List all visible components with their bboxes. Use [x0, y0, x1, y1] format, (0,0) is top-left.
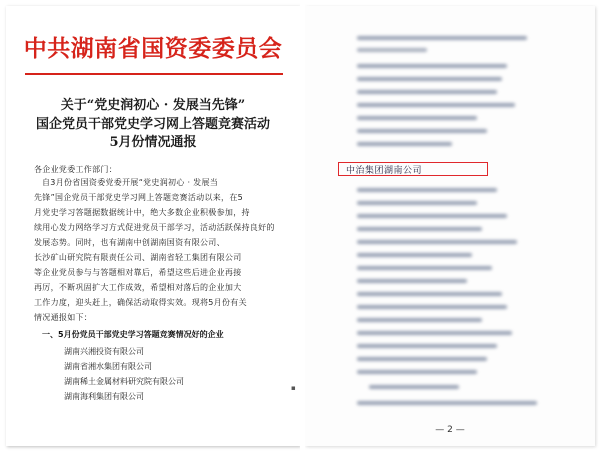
body-line: 等企业党员参与与答题相对靠后，希望这些后进企业再接 [34, 268, 242, 277]
blurred-row [357, 64, 507, 68]
blurred-row [357, 344, 497, 348]
blurred-row [357, 305, 507, 309]
blurred-row [357, 201, 477, 205]
blurred-row [357, 279, 467, 283]
blurred-row [357, 266, 492, 270]
body-line: 再厉，不断巩固扩大工作成效，希望相对落后的企业加大 [34, 283, 242, 292]
body-line: 先锋”国企党员干部党史学习网上答题竞赛活动以来，在5 [34, 193, 244, 202]
blurred-row [357, 103, 515, 107]
body-line: 工作力度，迎头赶上，确保活动取得实效。现将5月份有关 [34, 298, 247, 307]
body-line: 月党史学习答题据数据统计中，绝大多数企业积极参加，持 [34, 208, 250, 217]
blurred-row [357, 240, 517, 244]
company-list-item: 湖南稀土金属材料研究院有限公司 [64, 377, 184, 386]
blurred-row [357, 77, 502, 81]
blurred-row [357, 357, 487, 361]
blurred-company-list [305, 6, 595, 446]
body-line: 长沙矿山研究院有限责任公司、湖南省轻工集团有限公司 [34, 253, 242, 262]
blurred-row [357, 36, 527, 40]
body-line: 发展态势。同时，也有湖南中创湖南国资有限公司、 [34, 238, 225, 247]
blurred-row [357, 227, 482, 231]
blurred-row [357, 214, 507, 218]
blurred-row [357, 188, 497, 192]
document-page-right [305, 6, 595, 446]
page-gutter [300, 0, 305, 451]
masthead-title: 中共湖南省国资委委员会 [23, 35, 283, 62]
blurred-row [357, 401, 537, 405]
blurred-row [357, 90, 497, 94]
salutation: 各企业党委工作部门： [34, 165, 117, 174]
blurred-row [357, 253, 472, 257]
stray-mark: ▪ [291, 384, 296, 392]
document-page-left [6, 6, 300, 446]
notice-title-line-3: 5月份情况通报 [109, 135, 197, 150]
body-line: 情况通报如下： [34, 313, 93, 322]
blurred-row [357, 292, 502, 296]
body-line: 自3月份省国资委党委开展“党史润初心 · 发展当 [42, 178, 219, 187]
blurred-row [357, 318, 482, 322]
company-list-item: 湖南海利集团有限公司 [64, 392, 144, 401]
blurred-row [357, 370, 477, 374]
blurred-row [357, 331, 512, 335]
blurred-row [357, 142, 452, 146]
body-line: 续用心发力网络学习方式促进党员干部学习，活动活跃保持良好的 [34, 223, 275, 232]
highlighted-company: 中治集团湖南公司 [346, 166, 423, 176]
section-heading: 一、5月份党员干部党史学习答题竞赛情况好的企业 [42, 330, 224, 339]
notice-title-line-1: 关于“党史润初心 · 发展当先锋” [60, 98, 246, 113]
blurred-row [357, 116, 477, 120]
blurred-row [357, 129, 487, 133]
red-divider-line [25, 73, 283, 75]
company-list-item: 湖南兴湘投资有限公司 [64, 347, 144, 356]
company-list-item: 湖南省湘水集团有限公司 [64, 362, 152, 371]
blurred-row [357, 48, 427, 52]
page-number: — 2 — [435, 425, 465, 435]
notice-title-line-2: 国企党员干部党史学习网上答题竞赛活动 [35, 117, 270, 132]
blurred-row [369, 385, 459, 389]
